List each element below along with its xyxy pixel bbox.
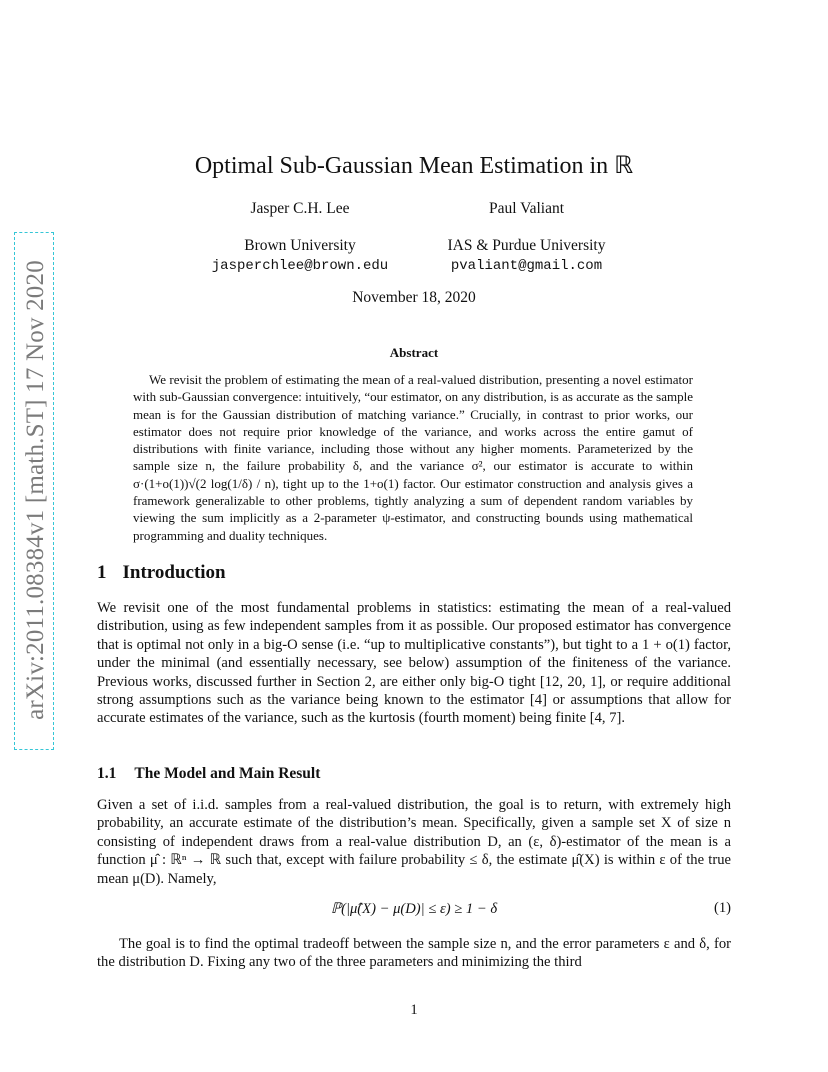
author-name: Jasper C.H. Lee bbox=[250, 200, 350, 217]
author-affiliation: Brown University bbox=[244, 237, 356, 254]
author-email: jasperchlee@brown.edu bbox=[211, 258, 389, 274]
section-title: Introduction bbox=[122, 562, 226, 583]
model-paragraph: Given a set of i.i.d. samples from a real-valued distribution, the goal is to return, with extremely high probability, an accurate estimate of the distribution’s mean. Specifically, given a sample set X of size n consisting of independent draws from a real-value distribution D, an (ε, δ)-estimator of the mean is a function μ̂ : ℝⁿ → ℝ such that, except with failure probability ≤ δ, the estimate μ̂(X) is within ε of the true mean μ(D). Namely, bbox=[97, 797, 731, 887]
subsection-title: The Model and Main Result bbox=[134, 765, 321, 782]
equation-1 bbox=[97, 900, 731, 922]
arxiv-identifier: arXiv:2011.08384v1 [math.ST] 17 Nov 2020 bbox=[22, 260, 49, 720]
page-number: 1 bbox=[410, 1002, 418, 1018]
abstract-text: We revisit the problem of estimating the mean of a real-valued distribution, presenting a novel estimator with sub-Gaussian convergence: intuitively, “our estimator, on any distribution, is as accurate as the sample mean is for the Gaussian distribution of matching variance.” Crucially, in contrast to prior works, our estimator does not require prior knowledge of the variance, and works across the entire gamut of distributions with finite variance, including those without any higher moments. Parameterized by the sample size n, the failure probability δ, and the variance σ², our estimator is accurate to within σ·(1+o(1))√(2 log(1/δ) / n), tight up to the 1+o(1) factor. Our estimator construction and analysis gives a framework generalizable to other problems, tightly analyzing a sum of dependent random variables by viewing the sum implicitly as a 2-parameter ψ-estimator, and constructing bounds using mathematical programming and duality techniques. bbox=[133, 372, 693, 543]
subsection-heading bbox=[97, 765, 320, 783]
author-name: Paul Valiant bbox=[488, 200, 565, 217]
paper-date: November 18, 2020 bbox=[352, 289, 476, 306]
abstract-heading: Abstract bbox=[389, 345, 439, 360]
author-email: pvaliant@gmail.com bbox=[450, 258, 603, 274]
author-block-2 bbox=[420, 199, 633, 276]
author-affiliation: IAS & Purdue University bbox=[447, 237, 606, 254]
equation-number: (1) bbox=[713, 900, 731, 916]
tradeoff-paragraph: The goal is to find the optimal tradeoff between the sample size n, and the error parameters ε and δ, for the distribution D. Fixing any two of the three parameters and minimizing the third bbox=[97, 936, 731, 971]
author-block-1 bbox=[205, 199, 395, 276]
equation-body: ℙ(|μ̂(X) − μ(D)| ≤ ε) ≥ 1 − δ bbox=[330, 901, 498, 917]
section-heading bbox=[97, 562, 226, 584]
subsection-number: 1.1 bbox=[97, 765, 117, 782]
section-number: 1 bbox=[97, 562, 107, 583]
introduction-paragraph: We revisit one of the most fundamental problems in statistics: estimating the mean of a real-valued distribution, using as few independent samples from it as possible. Our proposed estimator has convergence that is optimal not only in a big-O sense (i.e. “up to multiplicative constants”), but tight to a 1 + o(1) factor, under the minimal (and essentially necessary, see below) assumption of the finiteness of the variance. Previous works, discussed further in Section 2, are either only big-O tight [12, 20, 1], or require additional strong assumptions such as the variance being known to the estimator [4] or assumptions that allow for accurate estimates of the variance, such as the kurtosis (fourth moment) being finite [4, 7]. bbox=[97, 600, 731, 727]
paper-title: Optimal Sub-Gaussian Mean Estimation in ℝ bbox=[194, 153, 634, 179]
